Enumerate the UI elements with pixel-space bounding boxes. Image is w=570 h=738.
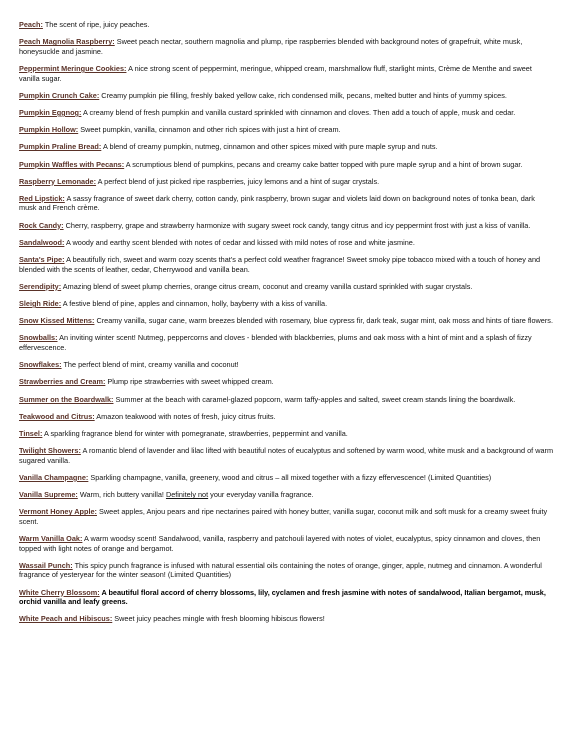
fragrance-name: Pumpkin Crunch Cake: <box>19 90 100 100</box>
fragrance-description: A warm woodsy scent! Sandalwood, vanilla, raspberry and patchouli layered with notes of violet, eucalyptus, spicy cinnamon and cloves, then topped with light notes of orange and bergamot. <box>19 534 541 553</box>
fragrance-name: Sandalwood: <box>19 237 65 247</box>
fragrance-name: Vanilla Champagne: <box>19 472 89 482</box>
fragrance-name: Raspberry Lemonade: <box>19 176 97 186</box>
fragrance-entry-warm-vanilla-oak <box>19 534 554 553</box>
fragrance-description: Sweet juicy peaches mingle with fresh blooming hibiscus flowers! <box>112 614 325 624</box>
fragrance-description: A blend of creamy pumpkin, nutmeg, cinnamon and other spices mixed with pure maple syrup and nuts. <box>101 142 438 152</box>
fragrance-entry-twilight-showers <box>19 446 554 465</box>
fragrance-name: Strawberries and Cream: <box>19 377 106 387</box>
fragrance-description: Sparkling champagne, vanilla, greenery, wood and citrus – all mixed together with a fizzy effervescence! (Limited Quantities) <box>88 472 492 482</box>
fragrance-list <box>19 20 554 632</box>
fragrance-description: Amazon teakwood with notes of fresh, juicy citrus fruits. <box>94 411 276 421</box>
fragrance-description: A scrumptious blend of pumpkins, pecans and creamy cake batter topped with pure maple syrup and a hint of brown sugar. <box>124 159 523 169</box>
fragrance-name: Vanilla Supreme: <box>19 490 78 500</box>
fragrance-entry-peach <box>19 20 554 30</box>
fragrance-name: White Peach and Hibiscus: <box>19 614 113 624</box>
fragrance-entry-pumpkin-eggnog <box>19 108 554 118</box>
fragrance-name: Rock Candy: <box>19 220 64 230</box>
fragrance-description: A sparkling fragrance blend for winter with pomegranate, strawberries, peppermint and vanilla. <box>42 428 348 438</box>
fragrance-description: The scent of ripe, juicy peaches. <box>42 20 150 29</box>
fragrance-entry-rock-candy <box>19 221 554 231</box>
fragrance-description: Summer at the beach with caramel-glazed popcorn, warm taffy-apples and salted, sweet cream stands lining the boardwalk. <box>113 394 516 404</box>
fragrance-name: Serendipity: <box>19 281 62 291</box>
fragrance-entry-vermont-honey-apple <box>19 507 554 526</box>
fragrance-entry-pumpkin-crunch-cake <box>19 91 554 101</box>
fragrance-entry-white-cherry-blossom <box>19 588 554 607</box>
fragrance-entry-strawberries-and-cream <box>19 377 554 387</box>
fragrance-entry-snowballs <box>19 333 554 352</box>
emphasis-text: Definitely not <box>165 490 209 500</box>
fragrance-description: A beautifully rich, sweet and warm cozy scents that's a perfect cold weather fragrance! Sweet smoky pipe tobacco mixed with a touch of honey and blended with the scents of leather, cedar, Cherrywood and vanilla bean. <box>19 255 541 274</box>
fragrance-description: A romantic blend of lavender and lilac lifted with beautiful notes of eucalyptus and softened by warm wood, white musk and a background of warm sugared vanilla. <box>19 446 554 465</box>
fragrance-name: Pumpkin Hollow: <box>19 125 79 135</box>
fragrance-name: Snowballs: <box>19 333 58 343</box>
fragrance-name: Snowflakes: <box>19 360 62 370</box>
fragrance-name: Wassail Punch: <box>19 560 73 570</box>
fragrance-entry-santas-pipe <box>19 255 554 274</box>
fragrance-entry-summer-on-the-boardwalk <box>19 395 554 405</box>
fragrance-entry-white-peach-and-hibiscus <box>19 614 554 624</box>
fragrance-description: A creamy blend of fresh pumpkin and vanilla custard sprinkled with cinnamon and cloves. Then add a touch of apple, musk and cedar. <box>81 107 516 117</box>
fragrance-name: Pumpkin Waffles with Pecans: <box>19 159 125 169</box>
fragrance-description: An inviting winter scent! Nutmeg, peppercorns and cloves - blended with blackberries, plums and oak moss with a hint of mint and a splash of fizzy effervescence. <box>19 333 532 352</box>
fragrance-name: Peach: <box>19 20 43 29</box>
fragrance-name: Twilight Showers: <box>19 446 81 456</box>
fragrance-description: A sassy fragrance of sweet dark cherry, cotton candy, pink raspberry, brown sugar and violets laid down on background notes of tonka bean, dark musk and French crème. <box>19 193 535 213</box>
fragrance-entry-wassail-punch <box>19 561 554 580</box>
fragrance-name: Pumpkin Eggnog: <box>19 107 82 117</box>
fragrance-description: Sweet apples, Anjou pears and ripe nectarines paired with honey butter, vanilla sugar, coconut milk and soft musk for a creamy sweet fruity scent. <box>19 507 548 526</box>
fragrance-name: Red Lipstick: <box>19 193 65 203</box>
fragrance-name: White Cherry Blossom: <box>19 587 100 597</box>
fragrance-description: A woody and earthy scent blended with notes of cedar and kissed with mild notes of rose and white jasmine. <box>64 237 415 247</box>
fragrance-description: The perfect blend of mint, creamy vanilla and coconut! <box>61 360 239 370</box>
fragrance-entry-raspberry-lemonade <box>19 177 554 187</box>
fragrance-name: Summer on the Boardwalk: <box>19 394 114 404</box>
description-part: Warm, rich buttery vanilla! <box>77 490 166 500</box>
fragrance-name: Peach Magnolia Raspberry: <box>19 37 115 47</box>
fragrance-description: A beautiful floral accord of cherry blossoms, lily, cyclamen and fresh jasmine with notes of sandalwood, Italian bergamot, musk, orchid vanilla and leafy greens. <box>19 587 546 607</box>
fragrance-description: Amazing blend of sweet plump cherries, orange citrus cream, coconut and creamy vanilla custard sprinkled with sugar crystals. <box>61 281 473 291</box>
description-part: your everyday vanilla fragrance. <box>208 490 314 500</box>
fragrance-description: Creamy pumpkin pie filling, freshly baked yellow cake, rich condensed milk, pecans, melted butter and hints of yummy spices. <box>99 90 507 100</box>
fragrance-name: Vermont Honey Apple: <box>19 507 97 517</box>
fragrance-name: Tinsel: <box>19 428 43 438</box>
fragrance-description <box>78 490 314 499</box>
fragrance-entry-serendipity <box>19 282 554 292</box>
fragrance-entry-red-lipstick <box>19 194 554 213</box>
fragrance-entry-vanilla-supreme <box>19 490 554 500</box>
fragrance-description: Sweet peach nectar, southern magnolia and plump, ripe raspberries blended with background notes of grapefruit, white musk, honeysuckle and jasmine. <box>19 37 523 56</box>
fragrance-entry-pumpkin-waffles-with-pecans <box>19 160 554 170</box>
fragrance-description: A festive blend of pine, apples and cinnamon, holly, bayberry with a kiss of vanilla. <box>61 299 328 308</box>
fragrance-description: Sweet pumpkin, vanilla, cinnamon and other rich spices with just a hint of cream. <box>78 125 341 135</box>
fragrance-entry-peach-magnolia-raspberry <box>19 37 554 56</box>
fragrance-description: Cherry, raspberry, grape and strawberry harmonize with sugary sweet rock candy, tangy citrus and icy peppermint frost with just a kiss of vanilla. <box>63 220 531 230</box>
fragrance-name: Warm Vanilla Oak: <box>19 534 83 544</box>
fragrance-entry-snow-kissed-mittens <box>19 316 554 326</box>
fragrance-description: This spicy punch fragrance is infused with natural essential oils containing the notes of orange, ginger, apple, nutmeg and cinnamon. A wonderful fragrance of yesteryear for the winter season! (Limited Quantities) <box>19 560 542 580</box>
fragrance-name: Teakwood and Citrus: <box>19 411 95 421</box>
fragrance-name: Snow Kissed Mittens: <box>19 316 95 326</box>
fragrance-name: Sleigh Ride: <box>19 299 62 308</box>
fragrance-description: Plump ripe strawberries with sweet whipped cream. <box>105 377 274 387</box>
fragrance-entry-peppermint-meringue-cookies <box>19 64 554 83</box>
fragrance-name: Pumpkin Praline Bread: <box>19 142 102 152</box>
fragrance-entry-teakwood-and-citrus <box>19 412 554 422</box>
fragrance-entry-tinsel <box>19 429 554 439</box>
fragrance-entry-vanilla-champagne <box>19 473 554 483</box>
fragrance-name: Santa's Pipe: <box>19 255 65 265</box>
fragrance-name: Peppermint Meringue Cookies: <box>19 63 127 73</box>
fragrance-entry-snowflakes <box>19 360 554 370</box>
fragrance-description: A perfect blend of just picked ripe raspberries, juicy lemons and a hint of sugar crystals. <box>96 176 380 186</box>
fragrance-description: A nice strong scent of peppermint, meringue, whipped cream, marshmallow fluff, starlight mints, Crème de Menthe and sweet vanilla sugar. <box>19 63 532 83</box>
fragrance-entry-pumpkin-hollow <box>19 125 554 135</box>
fragrance-entry-pumpkin-praline-bread <box>19 142 554 152</box>
fragrance-entry-sleigh-ride <box>19 299 554 309</box>
fragrance-entry-sandalwood <box>19 238 554 248</box>
fragrance-description: Creamy vanilla, sugar cane, warm breezes blended with rosemary, blue cypress fir, dark teak, sugar mint, oak moss and hints of tiare flowers. <box>94 316 553 326</box>
